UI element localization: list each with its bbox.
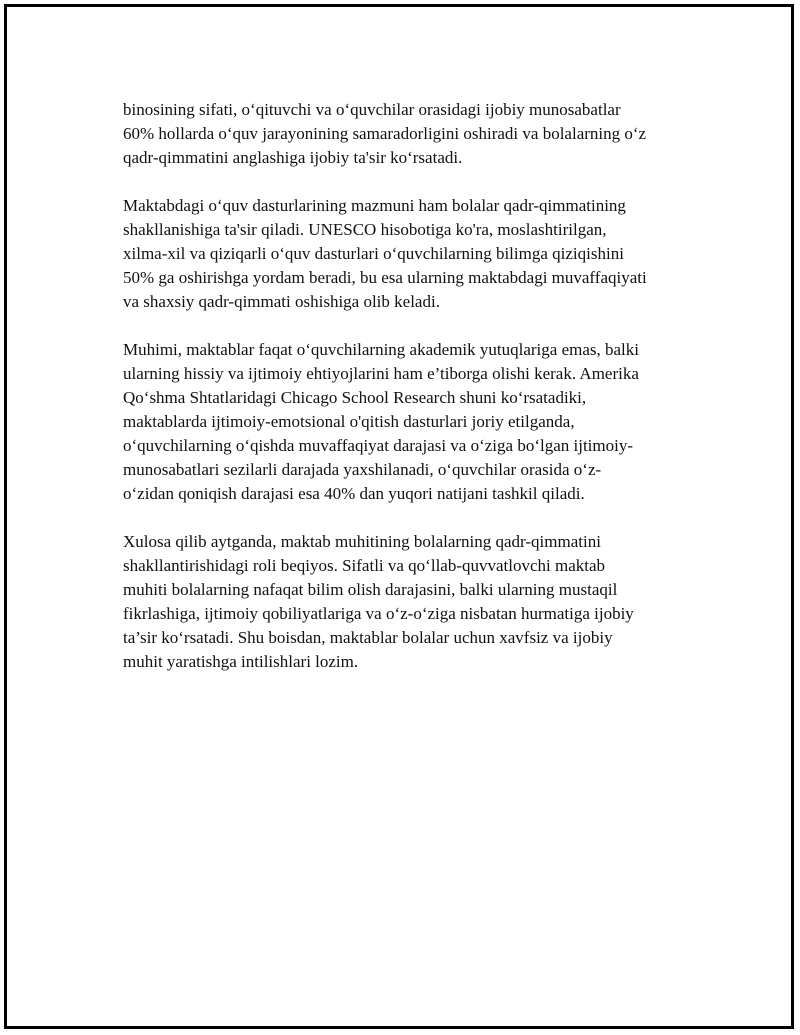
- paragraph-line: Maktabdagi o‘quv dasturlarining mazmuni ham bolalar qadr-qimmatining: [123, 196, 626, 215]
- paragraph-3: [123, 338, 683, 506]
- paragraph-line: 60% hollarda o‘quv jarayonining samaradorligini oshiradi va bolalarning o‘z: [123, 124, 647, 143]
- document-page: [4, 4, 794, 1029]
- paragraph-line: Qo‘shma Shtatlaridagi Chicago School Research shuni ko‘rsatadiki,: [123, 388, 587, 407]
- paragraph-4: [123, 530, 683, 674]
- paragraph-line: xilma-xil va qiziqarli o‘quv dasturlari o‘quvchilarning bilimga qiziqishini: [123, 244, 624, 263]
- paragraph-line: o‘quvchilarning o‘qishda muvaffaqiyat darajasi va o‘ziga bo‘lgan ijtimoiy-: [123, 436, 634, 455]
- paragraph-line: ta’sir ko‘rsatadi. Shu boisdan, maktablar bolalar uchun xavfsiz va ijobiy: [123, 628, 613, 647]
- paragraph-line: qadr-qimmatini anglashiga ijobiy ta'sir ko‘rsatadi.: [123, 148, 463, 167]
- paragraph-line: shakllanishiga ta'sir qiladi. UNESCO hisobotiga ko'ra, moslashtirilgan,: [123, 220, 607, 239]
- paragraph-line: shakllantirishidagi roli beqiyos. Sifatli va qo‘llab-quvvatlovchi maktab: [123, 556, 606, 575]
- paragraph-line: Muhimi, maktablar faqat o‘quvchilarning akademik yutuqlariga emas, balki: [123, 340, 639, 359]
- paragraph-1: [123, 98, 683, 170]
- paragraph-line: binosining sifati, o‘qituvchi va o‘quvchilar orasidagi ijobiy munosabatlar: [123, 100, 621, 119]
- paragraph-line: muhiti bolalarning nafaqat bilim olish darajasini, balki ularning mustaqil: [123, 580, 618, 599]
- paragraph-2: [123, 194, 683, 314]
- paragraph-line: o‘zidan qoniqish darajasi esa 40% dan yuqori natijani tashkil qiladi.: [123, 484, 585, 503]
- paragraph-line: Xulosa qilib aytganda, maktab muhitining bolalarning qadr-qimmatini: [123, 532, 601, 551]
- paragraph-line: va shaxsiy qadr-qimmati oshishiga olib keladi.: [123, 292, 440, 311]
- paragraph-line: ularning hissiy va ijtimoiy ehtiyojlarini ham e’tiborga olishi kerak. Amerika: [123, 364, 639, 383]
- paragraph-line: fikrlashiga, ijtimoiy qobiliyatlariga va o‘z-o‘ziga nisbatan hurmatiga ijobiy: [123, 604, 634, 623]
- paragraph-line: munosabatlari sezilarli darajada yaxshilanadi, o‘quvchilar orasida o‘z-: [123, 460, 602, 479]
- document-body: [123, 98, 683, 698]
- paragraph-line: muhit yaratishga intilishlari lozim.: [123, 652, 359, 671]
- paragraph-line: maktablarda ijtimoiy-emotsional o'qitish dasturlari joriy etilganda,: [123, 412, 575, 431]
- paragraph-line: 50% ga oshirishga yordam beradi, bu esa ularning maktabdagi muvaffaqiyati: [123, 268, 647, 287]
